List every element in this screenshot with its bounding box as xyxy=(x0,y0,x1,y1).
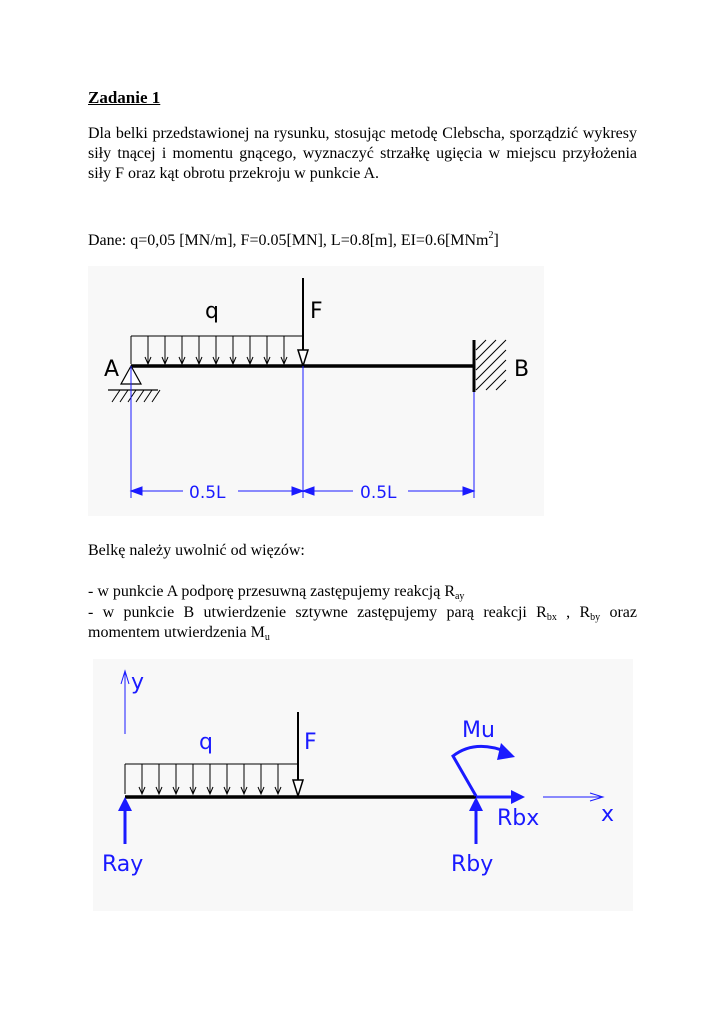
reaction-rbx-arrow xyxy=(476,790,525,804)
q-label-2: q xyxy=(199,730,213,755)
release-point-b-separator: , R xyxy=(556,604,591,621)
given-data-exponent: 2 xyxy=(488,230,494,241)
beam-diagram xyxy=(88,266,544,516)
release-point-b-subscript-3: u xyxy=(264,632,270,643)
rbx-label: Rbx xyxy=(497,806,540,831)
release-point-b-line-2 xyxy=(88,623,270,648)
y-axis xyxy=(121,671,129,734)
free-body-diagram xyxy=(93,659,633,911)
force-f-arrow-2 xyxy=(293,712,303,796)
release-point-b-text-end: oraz xyxy=(600,604,638,621)
a-label: A xyxy=(104,357,120,382)
release-point-b-subscript-2: by xyxy=(590,612,601,623)
q-label: q xyxy=(205,299,219,324)
dimension-lines xyxy=(131,366,474,498)
release-point-b-line-2-text: momentem utwierdzenia M xyxy=(88,624,265,641)
reaction-ray-arrow xyxy=(118,797,132,844)
rby-label: Rby xyxy=(451,852,494,877)
release-point-a-text: - w punkcie A podporę przesuwną zastępujemy reakcją R xyxy=(88,583,455,600)
force-f-arrow xyxy=(298,278,308,366)
f-label: F xyxy=(310,299,323,324)
mu-label: Mu xyxy=(462,718,495,743)
dimension-1-label: 0.5L xyxy=(189,483,226,503)
fixed-support-b-icon xyxy=(474,340,506,392)
f-label-2: F xyxy=(304,730,317,755)
y-axis-label: y xyxy=(131,670,145,695)
given-data-text: Dane: q=0,05 [MN/m], F=0.05[MN], L=0.8[m], EI=0.6[MNm xyxy=(88,232,489,249)
task-title: Zadanie 1 xyxy=(88,88,161,107)
given-data-close: ] xyxy=(493,232,499,249)
x-axis xyxy=(543,793,603,801)
x-axis-label: x xyxy=(601,802,615,827)
b-label: B xyxy=(514,357,530,382)
release-point-a-subscript: ay xyxy=(454,591,465,602)
reaction-rby-arrow xyxy=(469,797,483,844)
distributed-load-2 xyxy=(125,764,298,794)
release-point-b-subscript-1: bx xyxy=(546,612,557,623)
release-heading: Belkę należy uwolnić od więzów: xyxy=(88,542,305,559)
ray-label: Ray xyxy=(102,852,144,877)
distributed-load xyxy=(131,336,303,364)
given-data xyxy=(88,226,499,251)
moment-mu-arrow xyxy=(453,743,515,796)
task-description: Dla belki przedstawionej na rysunku, stosując metodę Clebscha, sporządzić wykresy siły tnącej i momentu gnącego, wyznaczyć strzałkę ugięcia w miejscu przyłożenia siły F oraz kąt obrotu przekroju w punkcie A. xyxy=(88,125,637,182)
release-point-b-text: - w punkcie B utwierdzenie sztywne zastępujemy parą reakcji R xyxy=(88,604,547,621)
dimension-2-label: 0.5L xyxy=(360,483,397,503)
